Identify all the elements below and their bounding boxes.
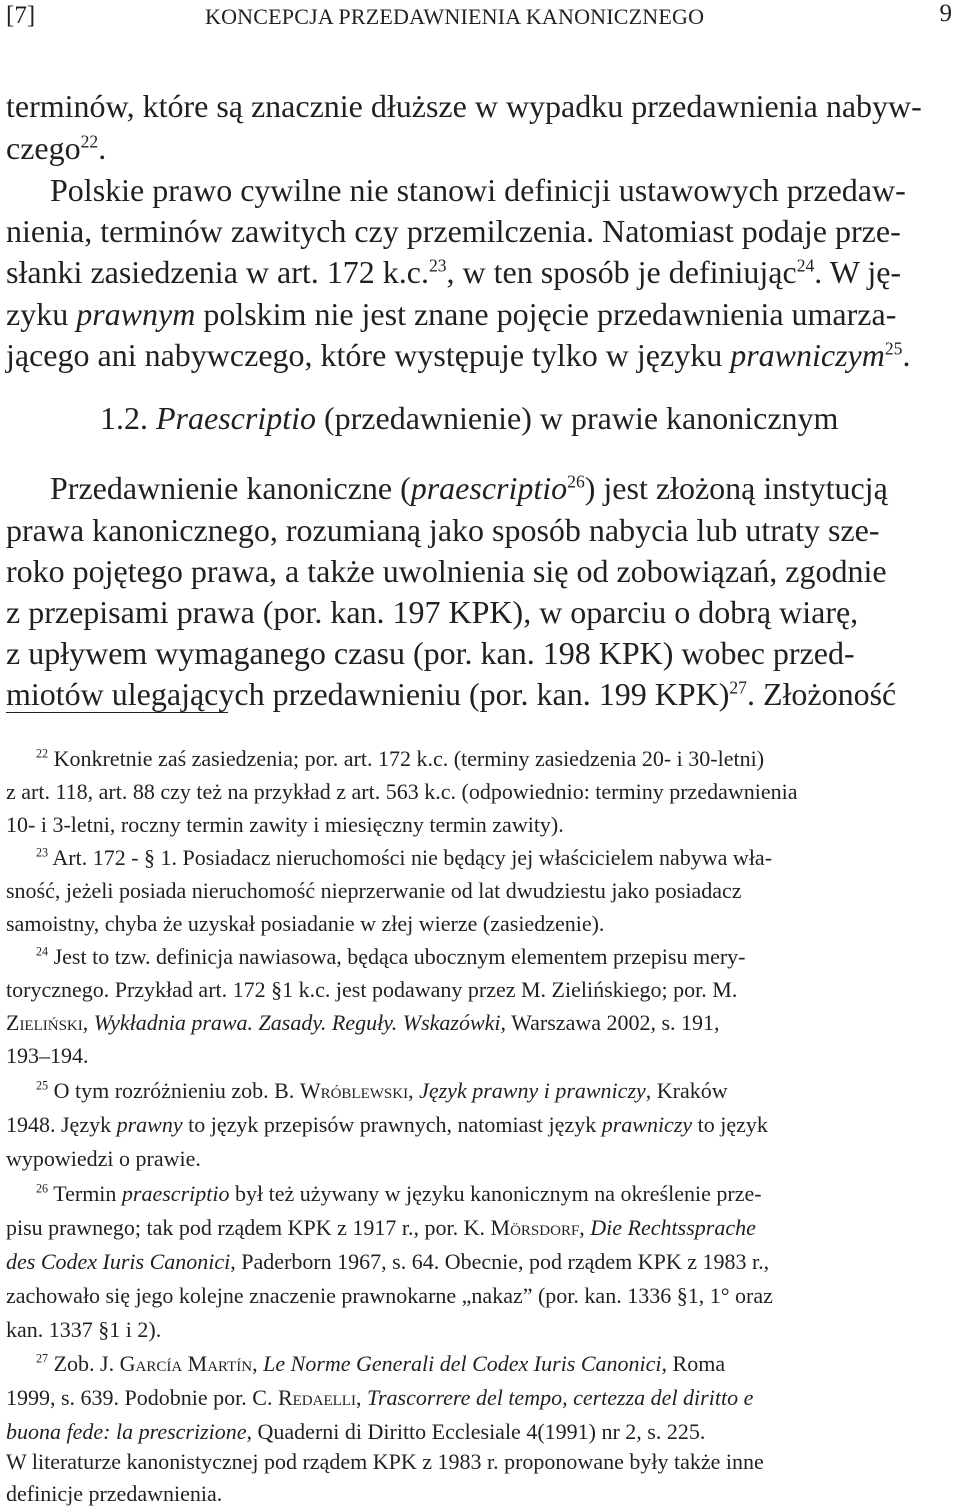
text-run: . bbox=[98, 130, 107, 166]
footnote-line bbox=[6, 979, 737, 1001]
text-run: terminów, które są znacznie dłuższe w wypadku przedawnienia nabyw- bbox=[6, 88, 922, 124]
footnote-line bbox=[6, 1114, 768, 1136]
text-run: zyku bbox=[6, 296, 77, 332]
text-run: , Quaderni di Diritto Ecclesiale 4(1991) nr 2, s. 225. bbox=[246, 1419, 706, 1444]
body-line bbox=[50, 472, 888, 504]
footnote-line bbox=[6, 1217, 756, 1239]
running-header bbox=[0, 0, 960, 40]
section-italic: Praescriptio bbox=[156, 400, 316, 436]
text-run: . W ję- bbox=[814, 254, 902, 290]
body-line bbox=[6, 637, 855, 669]
text-run: czego bbox=[6, 130, 81, 166]
section-number: 1.2. bbox=[100, 400, 148, 436]
text-run: pisu prawnego; tak pod rządem KPK z 1917 r., por. K. bbox=[6, 1215, 491, 1240]
chapter-marker: [7] bbox=[6, 2, 36, 29]
text-run: nienia, terminów zawitych czy przemilczenia. Natomiast podaje prze- bbox=[6, 213, 901, 249]
page-number: 9 bbox=[939, 0, 952, 27]
text-run: Konkretnie zaś zasiedzenia; por. art. 172 k.c. (terminy zasiedzenia 20- i 30-letni) bbox=[48, 746, 765, 771]
text-run: jącego ani nabywczego, które występuje tylko w języku bbox=[6, 337, 731, 373]
text-run: , bbox=[252, 1351, 264, 1376]
footnote-ref: 23 bbox=[428, 255, 447, 276]
italic-term: prawniczy bbox=[601, 1112, 693, 1137]
text-run: wypowiedzi o prawie. bbox=[6, 1146, 201, 1171]
footnote-line bbox=[36, 1353, 725, 1375]
footnote-ref: 24 bbox=[796, 255, 815, 276]
footnote-line bbox=[36, 847, 772, 869]
footnote-number: 22 bbox=[36, 746, 49, 761]
text-run: to język przepisów prawnych, natomiast język bbox=[182, 1112, 602, 1137]
footnote-line bbox=[6, 1387, 753, 1409]
footnote-line bbox=[6, 1451, 764, 1473]
text-run: , Paderborn 1967, s. 64. Obecnie, pod rządem KPK z 1983 r., bbox=[230, 1249, 770, 1274]
footnote-separator bbox=[6, 712, 228, 713]
text-run: sność, jeżeli posiada nieruchomość nieprzerwanie od lat dwudziestu jako posiadacz bbox=[6, 878, 742, 903]
work-title: Wykładnia prawa. Zasady. Reguły. Wskazówki bbox=[93, 1010, 501, 1035]
body-line bbox=[6, 339, 910, 371]
text-run: prawa kanonicznego, rozumianą jako sposób nabycia lub utraty sze- bbox=[6, 512, 880, 548]
body-line bbox=[6, 678, 896, 710]
text-run: definicje przedawnienia. bbox=[6, 1481, 223, 1506]
section-title: (przedawnienie) w prawie kanonicznym bbox=[315, 400, 839, 436]
text-run: zachowało się jego kolejne znaczenie prawnokarne „nakaz” (por. kan. 1336 §1, 1° oraz bbox=[6, 1283, 773, 1308]
text-run: O tym rozróżnieniu zob. B. bbox=[48, 1078, 300, 1103]
text-run: kan. 1337 §1 i 2). bbox=[6, 1317, 162, 1342]
author-name: Mörsdorf bbox=[490, 1215, 580, 1240]
text-run: samoistny, chyba że uzyskał posiadanie w złej wierze (zasiedzenie). bbox=[6, 911, 605, 936]
author-name: Wróblewski bbox=[299, 1078, 409, 1103]
text-run: 1999, s. 639. Podobnie por. C. bbox=[6, 1385, 278, 1410]
footnote-line bbox=[36, 748, 764, 770]
body-line bbox=[6, 132, 106, 164]
text-run: Jest to tzw. definicja nawiasowa, będąca ubocznym elementem przepisu mery- bbox=[48, 944, 746, 969]
footnote-number: 26 bbox=[36, 1181, 49, 1196]
footnote-ref: 27 bbox=[729, 677, 747, 698]
body-line bbox=[6, 90, 922, 122]
text-run: Polskie prawo cywilne nie stanowi definicji ustawowych przedaw- bbox=[50, 172, 906, 208]
footnote-line bbox=[6, 1483, 222, 1505]
text-run: , bbox=[82, 1010, 94, 1035]
footnote-ref: 22 bbox=[80, 131, 99, 152]
footnote-number: 24 bbox=[36, 944, 49, 959]
footnote-line bbox=[6, 781, 798, 803]
work-title: Język prawny i prawniczy bbox=[419, 1078, 646, 1103]
footnote-ref: 25 bbox=[884, 338, 903, 359]
italic-term: prawny bbox=[116, 1112, 183, 1137]
text-run: roko pojętego prawa, a także uwolnienia się od zobowiązań, zgodnie bbox=[6, 553, 887, 589]
text-run: , bbox=[579, 1215, 591, 1240]
footnote-ref: 26 bbox=[567, 471, 585, 492]
footnote-line bbox=[36, 1080, 728, 1102]
text-run: to język bbox=[692, 1112, 768, 1137]
footnote-line bbox=[6, 880, 742, 902]
work-title: des Codex Iuris Canonici bbox=[6, 1249, 231, 1274]
author-name: Redaelli bbox=[277, 1385, 356, 1410]
italic-term: praescriptio bbox=[121, 1181, 230, 1206]
text-run: słanki zasiedzenia w art. 172 k.c. bbox=[6, 254, 429, 290]
footnote-line bbox=[6, 814, 564, 836]
text-run: Termin bbox=[48, 1181, 122, 1206]
text-run: , Roma bbox=[661, 1351, 726, 1376]
body-line bbox=[6, 298, 896, 330]
text-run: torycznego. Przykład art. 172 §1 k.c. jest podawany przez M. Zielińskiego; por. M. bbox=[6, 977, 738, 1002]
text-run: , Kraków bbox=[645, 1078, 728, 1103]
footnote-number: 27 bbox=[36, 1351, 49, 1366]
text-run: , bbox=[355, 1385, 367, 1410]
italic-term: prawnym bbox=[76, 296, 196, 332]
footnote-line bbox=[6, 1319, 161, 1341]
work-title: Le Norme Generali del Codex Iuris Canonici bbox=[263, 1351, 662, 1376]
text-run: Przedawnienie kanoniczne ( bbox=[50, 470, 411, 506]
footnote-number: 23 bbox=[36, 845, 49, 860]
text-run: 1948. Język bbox=[6, 1112, 117, 1137]
text-run: 193–194. bbox=[6, 1043, 89, 1068]
text-run: W literaturze kanonistycznej pod rządem KPK z 1983 r. proponowane były także inne bbox=[6, 1449, 764, 1474]
text-run: polskim nie jest znane pojęcie przedawnienia umarza- bbox=[195, 296, 897, 332]
text-run: , w ten sposób je definiując bbox=[446, 254, 797, 290]
footnote-line bbox=[6, 913, 604, 935]
text-run: , bbox=[408, 1078, 420, 1103]
body-line bbox=[6, 256, 901, 288]
body-line bbox=[6, 215, 901, 247]
footnote-line bbox=[36, 1183, 762, 1205]
footnote-line bbox=[6, 1045, 89, 1067]
text-run: z przepisami prawa (por. kan. 197 KPK), w oparciu o dobrą wiarę, bbox=[6, 594, 859, 630]
text-run: miotów ulegających przedawnieniu (por. kan. 199 KPK) bbox=[6, 676, 730, 712]
text-run: z upływem wymaganego czasu (por. kan. 198 KPK) wobec przed- bbox=[6, 635, 855, 671]
text-run: był też używany w języku kanonicznym na określenie prze- bbox=[229, 1181, 762, 1206]
text-run: Zob. J. bbox=[48, 1351, 120, 1376]
text-run: , Warszawa 2002, s. 191, bbox=[500, 1010, 720, 1035]
work-title: Trascorrere del tempo, certezza del diritto e bbox=[366, 1385, 754, 1410]
work-title: buona fede: la prescrizione bbox=[6, 1419, 247, 1444]
footnote-line bbox=[6, 1421, 705, 1443]
footnote-line bbox=[36, 946, 746, 968]
italic-term: praescriptio bbox=[410, 470, 568, 506]
text-run: . bbox=[902, 337, 911, 373]
section-heading bbox=[100, 400, 838, 437]
footnote-line bbox=[6, 1012, 720, 1034]
work-title: Die Rechtssprache bbox=[590, 1215, 756, 1240]
footnote-line bbox=[6, 1251, 769, 1273]
text-run: Art. 172 - § 1. Posiadacz nieruchomości nie będący jej właścicielem nabywa wła- bbox=[48, 845, 773, 870]
text-run: ) jest złożoną instytucją bbox=[584, 470, 888, 506]
body-line bbox=[6, 555, 887, 587]
text-run: z art. 118, art. 88 czy też na przykład z art. 563 k.c. (odpowiednio: terminy przedawnienia bbox=[6, 779, 798, 804]
italic-term: prawniczym bbox=[730, 337, 885, 373]
footnote-number: 25 bbox=[36, 1078, 49, 1093]
body-line bbox=[50, 174, 906, 206]
body-line bbox=[6, 596, 858, 628]
footnote-line bbox=[6, 1285, 773, 1307]
author-name: Zieliński bbox=[6, 1010, 83, 1035]
footnote-line bbox=[6, 1148, 201, 1170]
author-name: García Martín bbox=[119, 1351, 253, 1376]
text-run: 10- i 3-letni, roczny termin zawity i miesięczny termin zawity). bbox=[6, 812, 564, 837]
text-run: . Złożoność bbox=[746, 676, 897, 712]
running-title: KONCEPCJA PRZEDAWNIENIA KANONICZNEGO bbox=[205, 4, 705, 29]
body-line bbox=[6, 514, 879, 546]
